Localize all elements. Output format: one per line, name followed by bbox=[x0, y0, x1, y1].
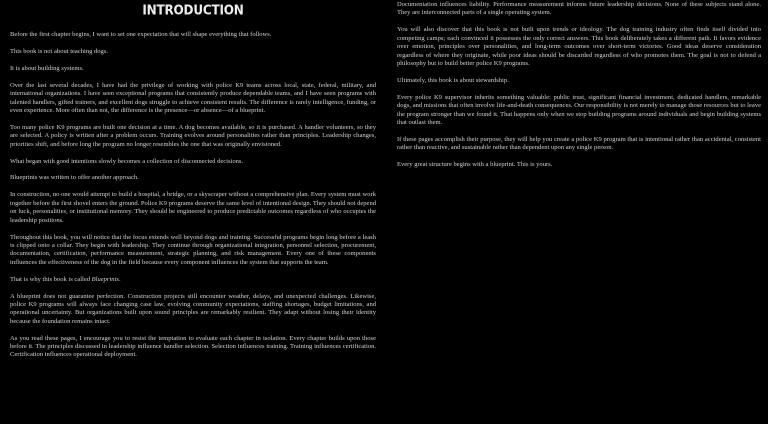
paragraph: A blueprint does not guarantee perfection. Construction projects still encounter weather, delays, and unexpected challenges. Likewise, police K9 programs will always face changing case law, evolving community expectations, staffing shortages, budget limitations, and operational uncertainty. But organizations built upon sound principles are remarkably resilient. They adapt without losing their identity because the foundation remains intact. bbox=[10, 292, 376, 325]
paragraph: You will also discover that this book is not built upon trends or ideology. The dog training industry often finds itself divided into competing camps; each convinced it possesses the only correct answers. This book deliberately takes a different path. It favors evidence over emotion, principles over personalities, and long-term outcomes over short-term victories. Good ideas deserve consideration regardless of where they originate, while poor ideas should be discarded regardless of who promotes them. The goal is not to defend a philosophy but to build better police K9 programs. bbox=[397, 26, 761, 67]
paragraph: Over the last several decades, I have had the privilege of working with police K9 teams across local, state, federal, military, and international organizations. I have seen exceptional programs that consistently produce dependable teams, and I have seen programs with talented handlers, gifted trainers, and excellent dogs struggle to achieve consistent results. The difference is rarely intelligence, funding, or even experience. More often than not, the difference is the presence—or absence—of a blueprint. bbox=[10, 81, 376, 114]
paragraph: Every police K9 supervisor inherits something valuable: public trust, significant financial investment, dedicated handlers, remarkable dogs, and missions that often involve life-and-death consequences. Our responsibility is not merely to manage those resources but to leave the program stronger than we found it. That happens only when we stop building programs around individuals and begin building systems that outlast them. bbox=[397, 93, 761, 126]
section-title: INTRODUCTION bbox=[142, 2, 244, 18]
left-column bbox=[10, 0, 376, 424]
paragraph: This book is not about teaching dogs. bbox=[10, 47, 109, 55]
paragraph: It is about building systems. bbox=[10, 64, 84, 72]
paragraph: Ultimately, this book is about stewardship. bbox=[397, 76, 509, 84]
right-column bbox=[397, 0, 761, 424]
paragraph: Before the first chapter begins, I want to set one expectation that will shape everything that follows. bbox=[10, 31, 272, 38]
paragraph: What began with good intentions slowly becomes a collection of disconnected decisions. bbox=[10, 157, 244, 165]
called-suffix: . bbox=[118, 275, 121, 283]
paragraph: Documentation influences liability. Performance measurement informs future leadership decisions. None of these subjects stand alone. They are interconnected parts of a single operating system. bbox=[397, 1, 761, 17]
paragraph: As you read these pages, I encourage you to resist the temptation to evaluate each chapter in isolation. Every chapter builds upon those before it. The principles discussed in leadership influence handler selection. Selection influences training. Training influences certification. Certification influences operational deployment. bbox=[10, 334, 376, 359]
paragraph-book-title bbox=[10, 276, 376, 284]
paragraph: If these pages accomplish their purpose, they will help you create a police K9 program that is intentional rather than accidental, consistent rather than reactive, and sustainable rather than dependent upon any single person. bbox=[397, 135, 761, 152]
paragraph: Every great structure begins with a blueprint. This is yours. bbox=[397, 161, 553, 169]
paragraph: Too many police K9 programs are built one decision at a time. A dog becomes available, so it is purchased. A handler volunteers, so they are selected. A policy is written after a problem occurs. Training evolves around personalities rather than principles. Leadership changes, priorities shift, and before long the program no longer resembles the one that was originally envisioned. bbox=[10, 123, 376, 148]
paragraph: Throughout this book, you will notice that the focus extends well beyond dogs and training. Successful programs begin long before a leash is clipped onto a collar. They begin with leadership. They continue through organizational integration, personnel selection, procurement, documentation, certification, performance measurement, strategic planning, and risk management. Every one of these components influences the effectiveness of the dog in the field because every component influences the system that supports the team. bbox=[10, 233, 376, 266]
paragraph: Blueprints was written to offer another approach. bbox=[10, 174, 139, 182]
called-prefix: That is why this book is called bbox=[10, 275, 92, 283]
paragraph: In construction, no one would attempt to build a hospital, a bridge, or a skyscraper without a comprehensive plan. Every system must work together before the first shovel enters the ground. Police K9 programs deserve the same level of intentional design. They should not depend on luck, personalities, or institutional memory. They should be engineered to produce predictable outcomes regardless of who occupies the leadership positions. bbox=[10, 191, 376, 224]
book-title: Blueprints bbox=[91, 275, 119, 283]
